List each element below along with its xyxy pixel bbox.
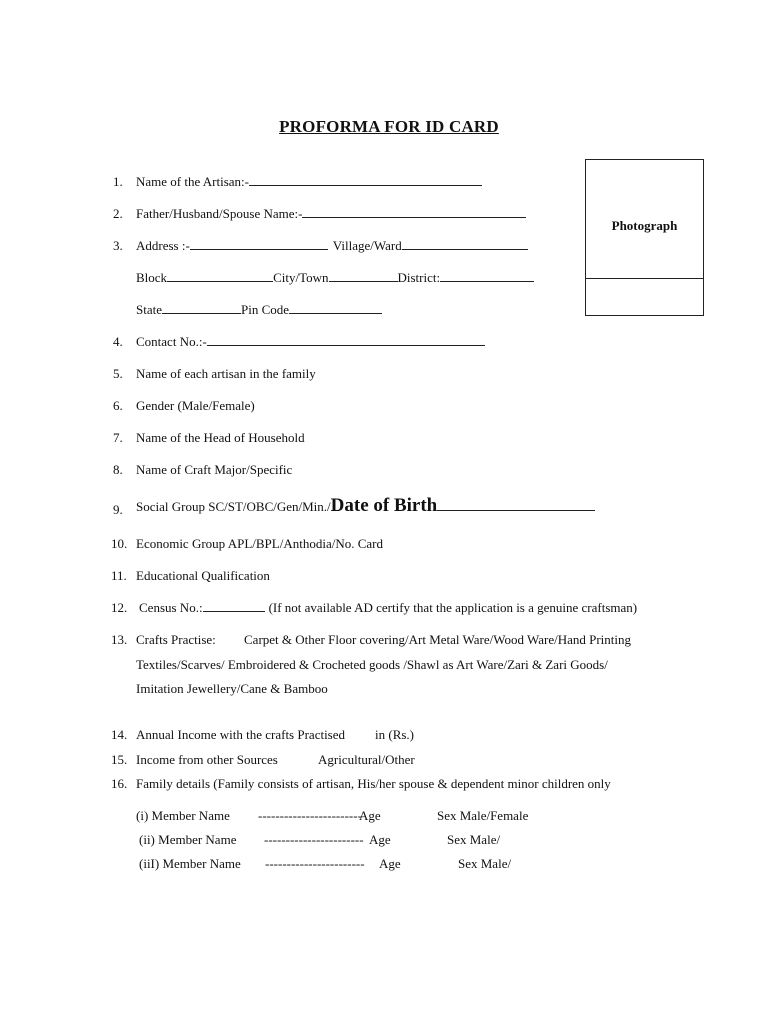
item-number: 12. (111, 600, 128, 615)
artisan-name-blank[interactable] (249, 175, 482, 186)
member-name-blank[interactable]: ----------------------- (265, 856, 365, 871)
gender-label: Gender (Male/Female) (136, 398, 255, 413)
item-number: 13. (111, 632, 128, 647)
crafts-list-line3: Imitation Jewellery/Cane & Bamboo (136, 681, 328, 696)
economic-group-label: Economic Group APL/BPL/Anthodia/No. Card (136, 536, 383, 551)
item-number: 5. (113, 366, 123, 381)
family-details-label: Family details (Family consists of artisan, His/her spouse & dependent minor children only (136, 776, 611, 791)
contact-label: Contact No.:- (136, 334, 207, 349)
annual-income-unit: in (Rs.) (375, 727, 414, 742)
village-label: Village/Ward (332, 238, 402, 253)
member-sex-label: Sex Male/ (458, 856, 512, 871)
state-label: State (136, 302, 162, 317)
item-number: 7. (113, 430, 123, 445)
family-artisans-label: Name of each artisan in the family (136, 366, 316, 381)
city-label: City/Town (273, 270, 329, 285)
district-blank[interactable] (440, 271, 534, 282)
head-of-household-label: Name of the Head of Household (136, 430, 305, 445)
pin-code-blank[interactable] (289, 303, 382, 314)
member-label: (iiI) Member Name (139, 856, 241, 871)
item-number: 9. (113, 502, 123, 517)
item-number: 6. (113, 398, 123, 413)
item-number: 11. (111, 568, 127, 583)
census-blank[interactable] (203, 601, 265, 612)
item-number: 16. (111, 776, 128, 791)
census-note: (If not available AD certify that the application is a genuine craftsman) (268, 600, 638, 615)
member-name-blank[interactable]: ----------------------- (264, 832, 364, 847)
photograph-box (585, 159, 704, 316)
member-label: (ii) Member Name (139, 832, 237, 847)
crafts-list-line2: Textiles/Scarves/ Embroidered & Crocheted goods /Shawl as Art Ware/Zari & Zari Goods/ (136, 657, 608, 672)
pin-code-label: Pin Code (241, 302, 290, 317)
member-sex-label: Sex Male/ (447, 832, 501, 847)
contact-blank[interactable] (207, 335, 485, 346)
item-number: 3. (113, 238, 123, 253)
item-number: 10. (111, 536, 128, 551)
district-label: District: (397, 270, 441, 285)
item-number: 14. (111, 727, 128, 742)
item-number: 1. (113, 174, 123, 189)
other-income-label: Income from other Sources (136, 752, 278, 767)
member-age-label: Age (379, 856, 401, 871)
other-income-options: Agricultural/Other (318, 752, 415, 767)
date-of-birth-label: Date of Birth (330, 495, 438, 516)
date-of-birth-blank[interactable] (437, 500, 595, 511)
annual-income-label: Annual Income with the crafts Practised (136, 727, 346, 742)
crafts-practise-label: Crafts Practise: (136, 632, 216, 647)
photograph-label: Photograph (611, 218, 678, 233)
page-title: PROFORMA FOR ID CARD (279, 117, 499, 136)
social-group-label: Social Group SC/ST/OBC/Gen/Min./ (136, 499, 331, 514)
census-label: Census No.: (139, 600, 203, 615)
address-label: Address :- (136, 238, 190, 253)
guardian-name-label: Father/Husband/Spouse Name:- (136, 206, 303, 221)
item-number: 15. (111, 752, 128, 767)
guardian-name-blank[interactable] (302, 207, 526, 218)
education-label: Educational Qualification (136, 568, 270, 583)
member-sex-label: Sex Male/Female (437, 808, 529, 823)
craft-label: Name of Craft Major/Specific (136, 462, 293, 477)
village-blank[interactable] (402, 239, 528, 250)
item-number: 4. (113, 334, 123, 349)
state-blank[interactable] (162, 303, 241, 314)
block-label: Block (136, 270, 168, 285)
address-blank[interactable] (190, 239, 328, 250)
item-number: 2. (113, 206, 123, 221)
crafts-list-line1: Carpet & Other Floor covering/Art Metal Ware/Wood Ware/Hand Printing (244, 632, 632, 647)
photograph-divider (586, 278, 703, 279)
item-number: 8. (113, 462, 123, 477)
member-label: (i) Member Name (136, 808, 230, 823)
block-blank[interactable] (167, 271, 273, 282)
member-name-blank[interactable]: ------------------------ (258, 808, 362, 823)
city-blank[interactable] (329, 271, 398, 282)
member-age-label: Age (359, 808, 381, 823)
member-age-label: Age (369, 832, 391, 847)
artisan-name-label: Name of the Artisan:- (136, 174, 249, 189)
